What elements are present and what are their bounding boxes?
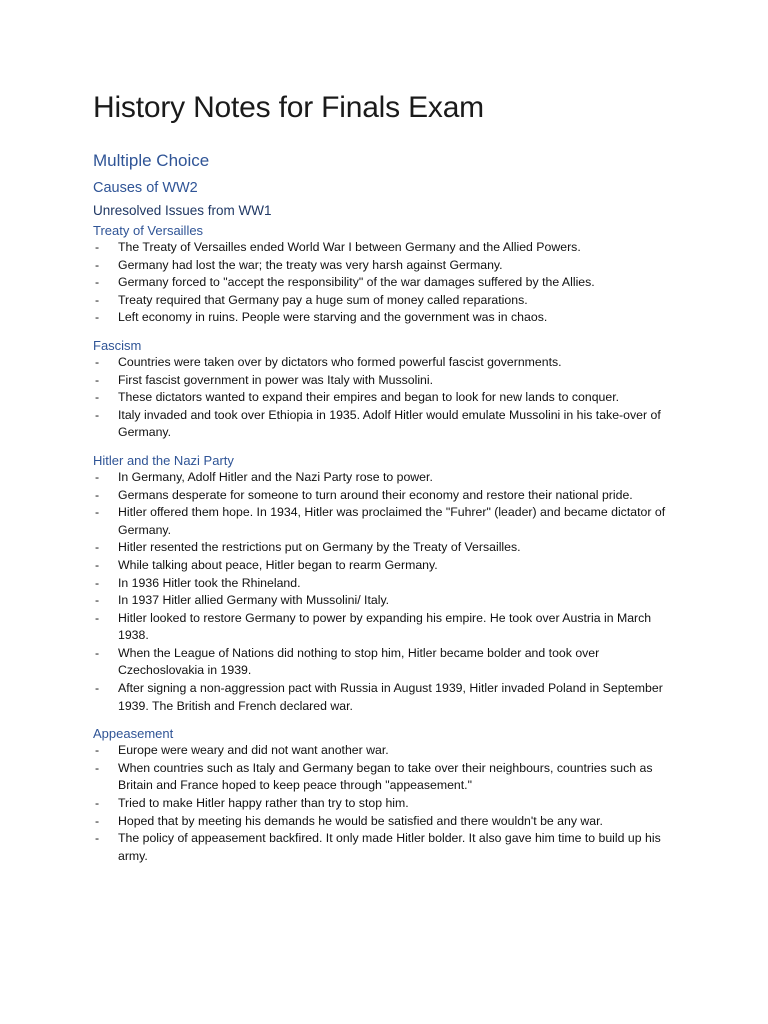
dash-bullet-icon: - [95,540,100,555]
list-item [93,487,683,505]
dash-bullet-icon: - [95,354,100,369]
dash-bullet-icon: - [95,257,100,272]
bullet-list [93,354,683,442]
list-item-text: Germans desperate for someone to turn around their economy and restore their national pride. [118,487,633,502]
list-item-text: After signing a non-aggression pact with Russia in August 1939, Hitler invaded Poland in September 1939. The British and French declared war. [118,681,663,713]
heading-causes-ww2: Causes of WW2 [93,180,198,196]
list-item [93,557,683,575]
dash-bullet-icon: - [95,407,100,422]
dash-bullet-icon: - [95,743,100,758]
list-item-text: When the League of Nations did nothing to stop him, Hitler became bolder and took over Czechoslovakia in 1939. [118,645,600,678]
list-item-text: The Treaty of Versailles ended World War I between Germany and the Allied Powers. [118,240,581,254]
dash-bullet-icon: - [95,645,100,660]
section-heading: Hitler and the Nazi Party [93,452,234,468]
list-item [93,239,683,257]
list-item-text: Tried to make Hitler happy rather than try to stop him. [118,796,409,811]
section-heading: Treaty of Versailles [93,223,204,238]
list-item [93,309,683,327]
section [93,725,683,865]
list-item-text: The policy of appeasement backfired. It only made Hitler bolder. It also gave him time to build up his army. [118,831,661,863]
list-item-text: Europe were weary and did not want another war. [118,743,389,758]
heading-unresolved-issues: Unresolved Issues from WW1 [93,203,272,218]
list-item-text: Germany forced to "accept the responsibility" of the war damages suffered by the Allies. [118,275,595,290]
bullet-list [93,469,683,715]
section [93,337,683,442]
dash-bullet-icon: - [95,469,100,484]
list-item [93,795,683,813]
dash-bullet-icon: - [95,610,100,625]
bullet-list [93,742,683,865]
dash-bullet-icon: - [95,575,100,590]
dash-bullet-icon: - [95,831,100,846]
list-item-text: In 1937 Hitler allied Germany with Mussolini/ Italy. [118,593,390,608]
dash-bullet-icon: - [95,390,100,405]
list-item [93,257,683,275]
list-item-text: Hoped that by meeting his demands he would be satisfied and there wouldn't be any war. [118,813,603,828]
section-heading: Appeasement [93,726,174,742]
list-item-text: Countries were taken over by dictators who formed powerful fascist governments. [118,354,562,369]
list-item [93,292,683,310]
dash-bullet-icon: - [95,813,100,828]
page-title: History Notes for Finals Exam [93,91,484,124]
dash-bullet-icon: - [95,310,100,325]
list-item-text: In Germany, Adolf Hitler and the Nazi Party rose to power. [118,469,433,484]
dash-bullet-icon: - [95,240,100,254]
list-item [93,372,683,390]
list-item-text: Germany had lost the war; the treaty was very harsh against Germany. [118,257,503,272]
list-item [93,813,683,831]
document-page [93,88,683,875]
list-item [93,645,683,680]
section [93,452,683,715]
list-item-text: Hitler offered them hope. In 1934, Hitler was proclaimed the "Fuhrer" (leader) and became dictator of Germany. [118,505,666,537]
dash-bullet-icon: - [95,557,100,572]
dash-bullet-icon: - [95,796,100,811]
list-item-text: While talking about peace, Hitler began to rearm Germany. [118,557,438,572]
dash-bullet-icon: - [95,292,100,307]
section [93,222,683,327]
list-item [93,407,683,442]
list-item [93,469,683,487]
list-item-text: When countries such as Italy and Germany began to take over their neighbours, countries such as Britain and France hoped to keep peace through "appeasement." [118,760,653,793]
list-item [93,389,683,407]
dash-bullet-icon: - [95,760,100,775]
list-item [93,592,683,610]
dash-bullet-icon: - [95,681,100,696]
dash-bullet-icon: - [95,487,100,502]
list-item [93,830,683,865]
list-item [93,680,683,715]
dash-bullet-icon: - [95,505,100,520]
list-item [93,504,683,539]
list-item-text: First fascist government in power was Italy with Mussolini. [118,372,434,387]
list-item [93,539,683,557]
list-item-text: Hitler looked to restore Germany to power by expanding his empire. He took over Austria in March 1938. [118,610,652,643]
list-item [93,742,683,760]
dash-bullet-icon: - [95,593,100,608]
list-item [93,610,683,645]
list-item [93,354,683,372]
list-item-text: Italy invaded and took over Ethiopia in 1935. Adolf Hitler would emulate Mussolini in his take-over of Germany. [118,407,661,440]
heading-multiple-choice: Multiple Choice [93,151,210,170]
bullet-list [93,239,683,327]
dash-bullet-icon: - [95,372,100,387]
list-item-text: These dictators wanted to expand their empires and began to look for new lands to conquer. [118,390,620,405]
list-item-text: Treaty required that Germany pay a huge sum of money called reparations. [118,292,528,307]
list-item [93,274,683,292]
list-item-text: Left economy in ruins. People were starving and the government was in chaos. [118,310,548,325]
section-heading: Fascism [93,337,142,353]
dash-bullet-icon: - [95,275,100,290]
list-item [93,575,683,593]
list-item [93,760,683,795]
sections-container [93,222,683,865]
list-item-text: Hitler resented the restrictions put on Germany by the Treaty of Versailles. [118,540,521,555]
list-item-text: In 1936 Hitler took the Rhineland. [118,575,301,590]
